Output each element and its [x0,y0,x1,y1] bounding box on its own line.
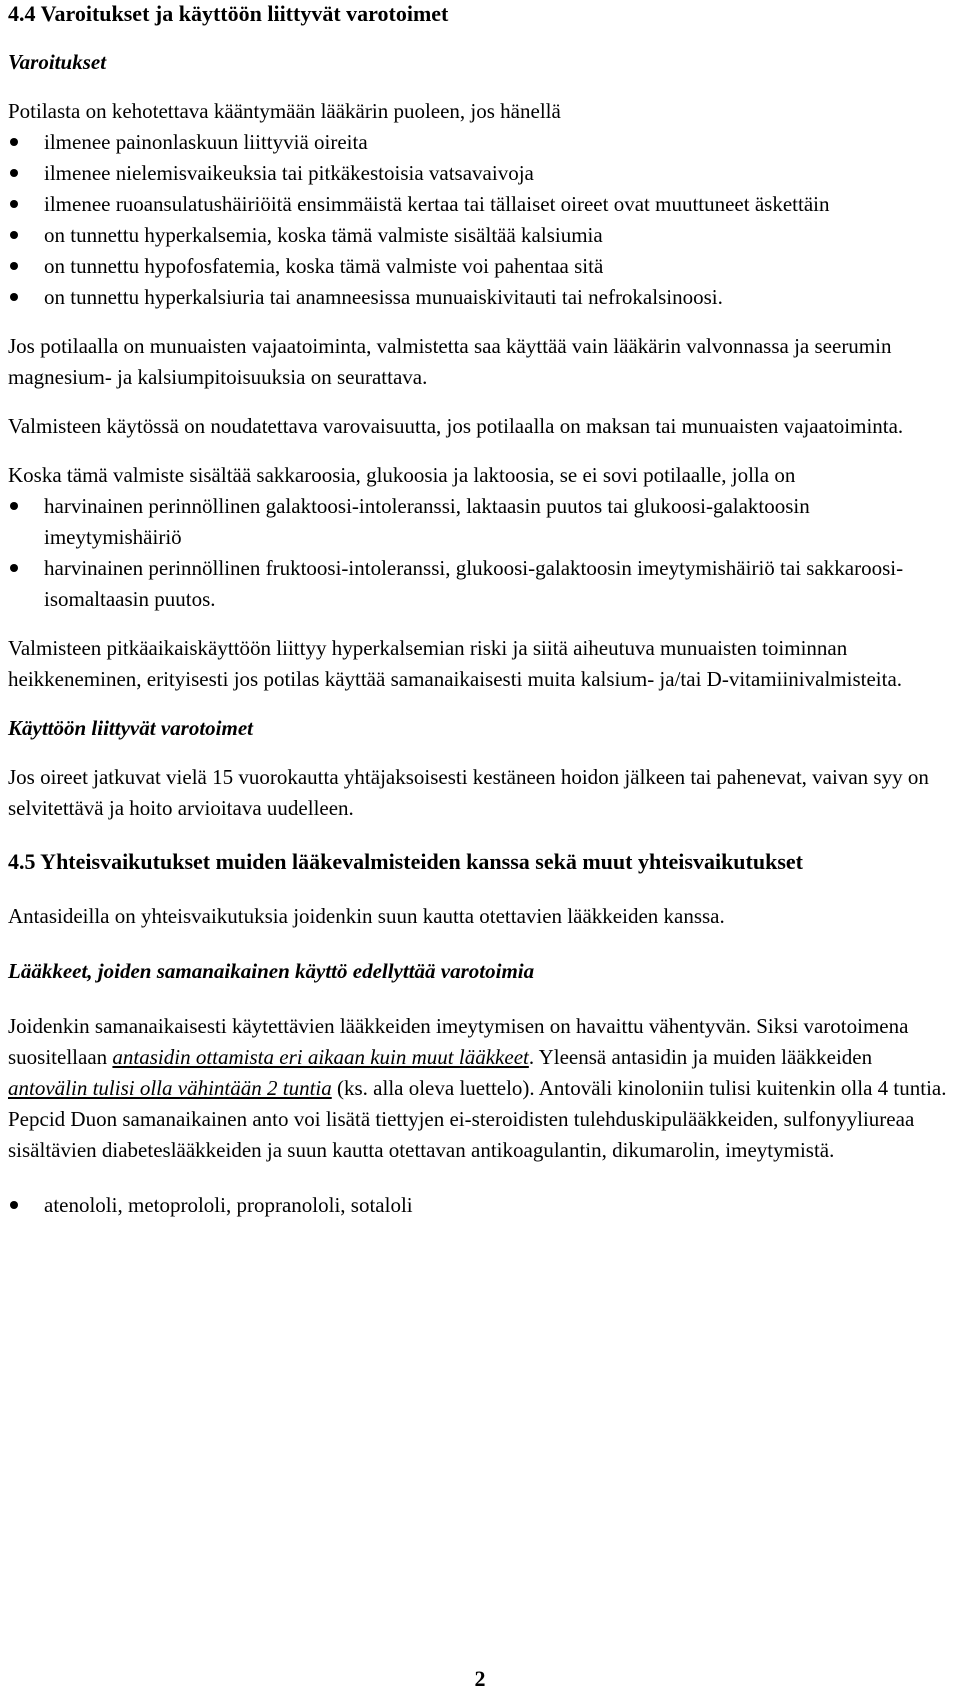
list-item: atenololi, metoprololi, propranololi, sotaloli [8,1190,952,1221]
interaction-text: Joidenkin samanaikaisesti käytettävien lääkkeiden imeytymisen on havaittu vähentyvän. Siksi varotoimena suositellaan [8,1014,909,1069]
list-item: harvinainen perinnöllinen fruktoosi-intoleranssi, glukoosi-galaktoosin imeytymishäiriö tai sakkaroosi-isomaltaasin puutos. [8,553,952,615]
warnings-intro: Potilasta on kehotettava kääntymään lääkärin puoleen, jos hänellä [8,99,561,123]
list-item: on tunnettu hypofosfatemia, koska tämä valmiste voi pahentaa sitä [8,251,952,282]
longterm-paragraph: Valmisteen pitkäaikaiskäyttöön liittyy hyperkalsemian riski ja siitä aiheutuva munuaisten toiminnan heikkeneminen, erityisesti jos potilas käyttää samanaikaisesti muita kalsium- ja/tai D-vitamiinivalmisteita. [8,636,903,691]
list-item: ilmenee ruoansulatushäiriöitä ensimmäistä kertaa tai tällaiset oireet ovat muuttuneet äskettäin [8,189,952,220]
list-item: harvinainen perinnöllinen galaktoosi-intoleranssi, laktaasin puutos tai glukoosi-galaktoosin imeytymishäiriö [8,491,952,553]
list-item: on tunnettu hyperkalsemia, koska tämä valmiste sisältää kalsiumia [8,220,952,251]
persist-paragraph: Jos oireet jatkuvat vielä 15 vuorokautta yhtäjaksoisesti kestäneen hoidon jälkeen tai pahenevat, vaivan syy on selvitettävä ja hoito arvioitava uudelleen. [8,765,929,820]
interaction-text: . Yleensä antasidin ja muiden lääkkeiden [528,1045,873,1069]
interaction-text: (ks. alla oleva luettelo). Antoväli kinoloniin tulisi kuitenkin olla 4 tuntia. Pepcid Duon samanaikainen anto voi lisätä tiettyjen ei-steroidisten tulehduskipulääkkeiden, sulfonyyliureaa sisältävien diabeteslääkkeiden ja suun kautta otettavan antikoagulantin, dikumarolin, imeytymistä. [8,1076,947,1162]
page-number: 2 [474,1666,486,1691]
warnings-subheading: Varoitukset [8,50,107,74]
sugar-list [8,491,952,615]
liver-paragraph: Valmisteen käytössä on noudatettava varovaisuutta, jos potilaalla on maksan tai munuaisten vajaatoiminta. [8,414,904,438]
interaction-emphasis: antovälin tulisi olla vähintään 2 tuntia [8,1076,332,1100]
list-item: on tunnettu hyperkalsiuria tai anamneesissa munuaiskivitauti tai nefrokalsinoosi. [8,282,952,313]
section-4-4-heading: 4.4 Varoitukset ja käyttöön liittyvät varotoimet [8,1,449,26]
document-page [8,0,952,1221]
warnings-list [8,127,952,313]
kidney-paragraph: Jos potilaalla on munuaisten vajaatoiminta, valmistetta saa käyttää vain lääkärin valvonnassa ja seerumin magnesium- ja kalsiumpitoisuuksia on seurattava. [8,334,892,389]
list-item: ilmenee nielemisvaikeuksia tai pitkäkestoisia vatsavaivoja [8,158,952,189]
sugar-paragraph: Koska tämä valmiste sisältää sakkaroosia, glukoosia ja laktoosia, se ei sovi potilaalle, jolla on [8,463,796,487]
interaction-emphasis: antasidin ottamista eri aikaan kuin muut lääkkeet [112,1045,529,1069]
list-item: ilmenee painonlaskuun liittyviä oireita [8,127,952,158]
section-4-5-heading: 4.5 Yhteisvaikutukset muiden lääkevalmisteiden kanssa sekä muut yhteisvaikutukset [8,849,803,874]
concomitant-subheading: Lääkkeet, joiden samanaikainen käyttö edellyttää varotoimia [8,959,535,983]
interaction-paragraph [8,1011,952,1166]
drug-list [8,1190,952,1221]
precautions-subheading: Käyttöön liittyvät varotoimet [8,716,253,740]
antacid-paragraph: Antasideilla on yhteisvaikutuksia joidenkin suun kautta otettavien lääkkeiden kanssa. [8,904,725,928]
